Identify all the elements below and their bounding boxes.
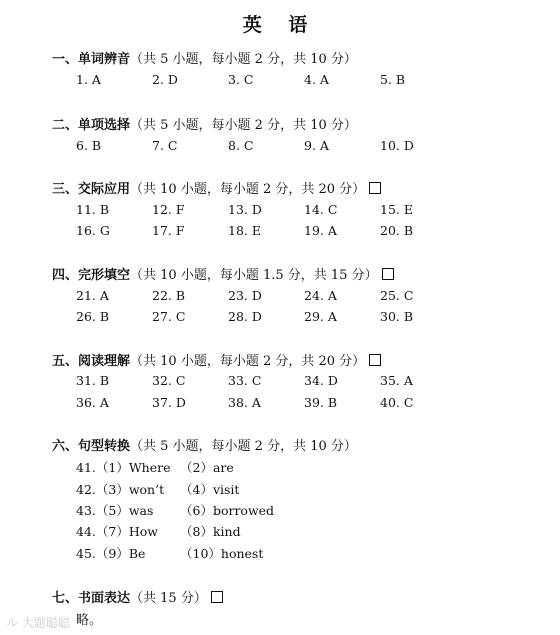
answer-item: 4. A [304,72,329,87]
section-label: 五、阅读理解 [52,354,131,369]
answer-row [0,373,560,389]
sentence-answer: （6）borrowed [180,503,275,518]
answer-item: 40. C [380,395,414,410]
section-label: 七、书面表达 [52,591,131,606]
answer-item: 38. A [228,395,261,410]
score-box [382,268,394,280]
sentence-row [76,522,241,540]
section-heading [52,350,381,369]
answer-item: 14. C [304,202,338,217]
sentence-answer: （10）honest [180,546,264,561]
answer-item: 39. B [304,395,338,410]
score-box [211,591,223,603]
answer-item: 34. D [304,373,338,388]
answer-row [0,223,560,239]
answer-item: 5. B [380,72,406,87]
sentence-answer: 41.（1）Where [76,460,171,475]
answer-item: 36. A [76,395,109,410]
answer-item: 26. B [76,309,110,324]
section-rule: （共 5 小题，每小题 2 分，共 10 分） [130,439,357,454]
answer-row [0,288,560,304]
answer-item: 11. B [76,202,110,217]
answer-item: 12. F [152,202,185,217]
section-heading [52,178,381,197]
answer-item: 17. F [152,223,185,238]
answer-row [0,395,560,411]
answer-item: 23. D [228,288,262,303]
answer-item: 22. B [152,288,186,303]
section-heading [52,435,357,454]
answer-row [0,138,560,154]
sentence-answer: 43.（5）was [76,503,154,518]
section-rule: （共 15 分） [130,591,207,606]
page-title: 英 语 [242,14,318,36]
section-rule: （共 5 小题，每小题 2 分，共 10 分） [130,118,357,133]
answer-item: 35. A [380,373,413,388]
sentence-answer: 45.（9）Be [76,546,146,561]
answer-item: 33. C [228,373,262,388]
answer-item: 8. C [228,138,254,153]
answer-item: 15. E [380,202,413,217]
answer-row [0,202,560,218]
sentence-row [76,458,234,476]
section-heading [52,48,357,67]
sentence-row [76,501,275,519]
answer-item: 21. A [76,288,109,303]
answer-item: 29. A [304,309,337,324]
section-label: 四、完形填空 [52,268,131,283]
answer-item: 2. D [152,72,178,87]
answer-item: 24. A [304,288,337,303]
section-heading [52,587,223,606]
sentence-answer: （2）are [180,460,234,475]
answer-item: 7. C [152,138,178,153]
answer-item: 25. C [380,288,414,303]
answer-item: 18. E [228,223,261,238]
sentence-row [76,480,240,498]
section-note: 略。 [76,613,103,628]
section-label: 一、单词辨音 [52,52,131,67]
answer-item: 16. G [76,223,110,238]
sentence-answer: （4）visit [180,482,240,497]
section-rule: （共 10 小题，每小题 1.5 分，共 15 分） [130,268,378,283]
section-rule: （共 5 小题，每小题 2 分，共 10 分） [130,52,357,67]
sentence-answer: 44.（7）How [76,524,158,539]
section-label: 二、单项选择 [52,118,131,133]
answer-row [0,72,560,88]
watermark-logo: ル 大题聪聪 [6,616,70,630]
answer-item: 28. D [228,309,262,324]
score-box [369,354,381,366]
answer-item: 27. C [152,309,186,324]
section-label: 三、交际应用 [52,182,131,197]
section-heading [52,114,357,133]
answer-row [0,309,560,325]
score-box [369,182,381,194]
answer-item: 10. D [380,138,414,153]
answer-item: 31. B [76,373,110,388]
sentence-answer: （8）kind [180,524,241,539]
answer-item: 30. B [380,309,414,324]
answer-item: 6. B [76,138,102,153]
section-rule: （共 10 小题，每小题 2 分，共 20 分） [130,354,366,369]
answer-item: 13. D [228,202,262,217]
answer-item: 1. A [76,72,101,87]
answer-item: 37. D [152,395,186,410]
section-rule: （共 10 小题，每小题 2 分，共 20 分） [130,182,366,197]
answer-item: 9. A [304,138,329,153]
sentence-row [76,544,264,562]
sentence-answer: 42.（3）won’t [76,482,165,497]
section-label: 六、句型转换 [52,439,131,454]
section-heading [52,264,394,283]
answer-item: 3. C [228,72,254,87]
answer-item: 32. C [152,373,186,388]
answer-item: 20. B [380,223,414,238]
answer-item: 19. A [304,223,337,238]
